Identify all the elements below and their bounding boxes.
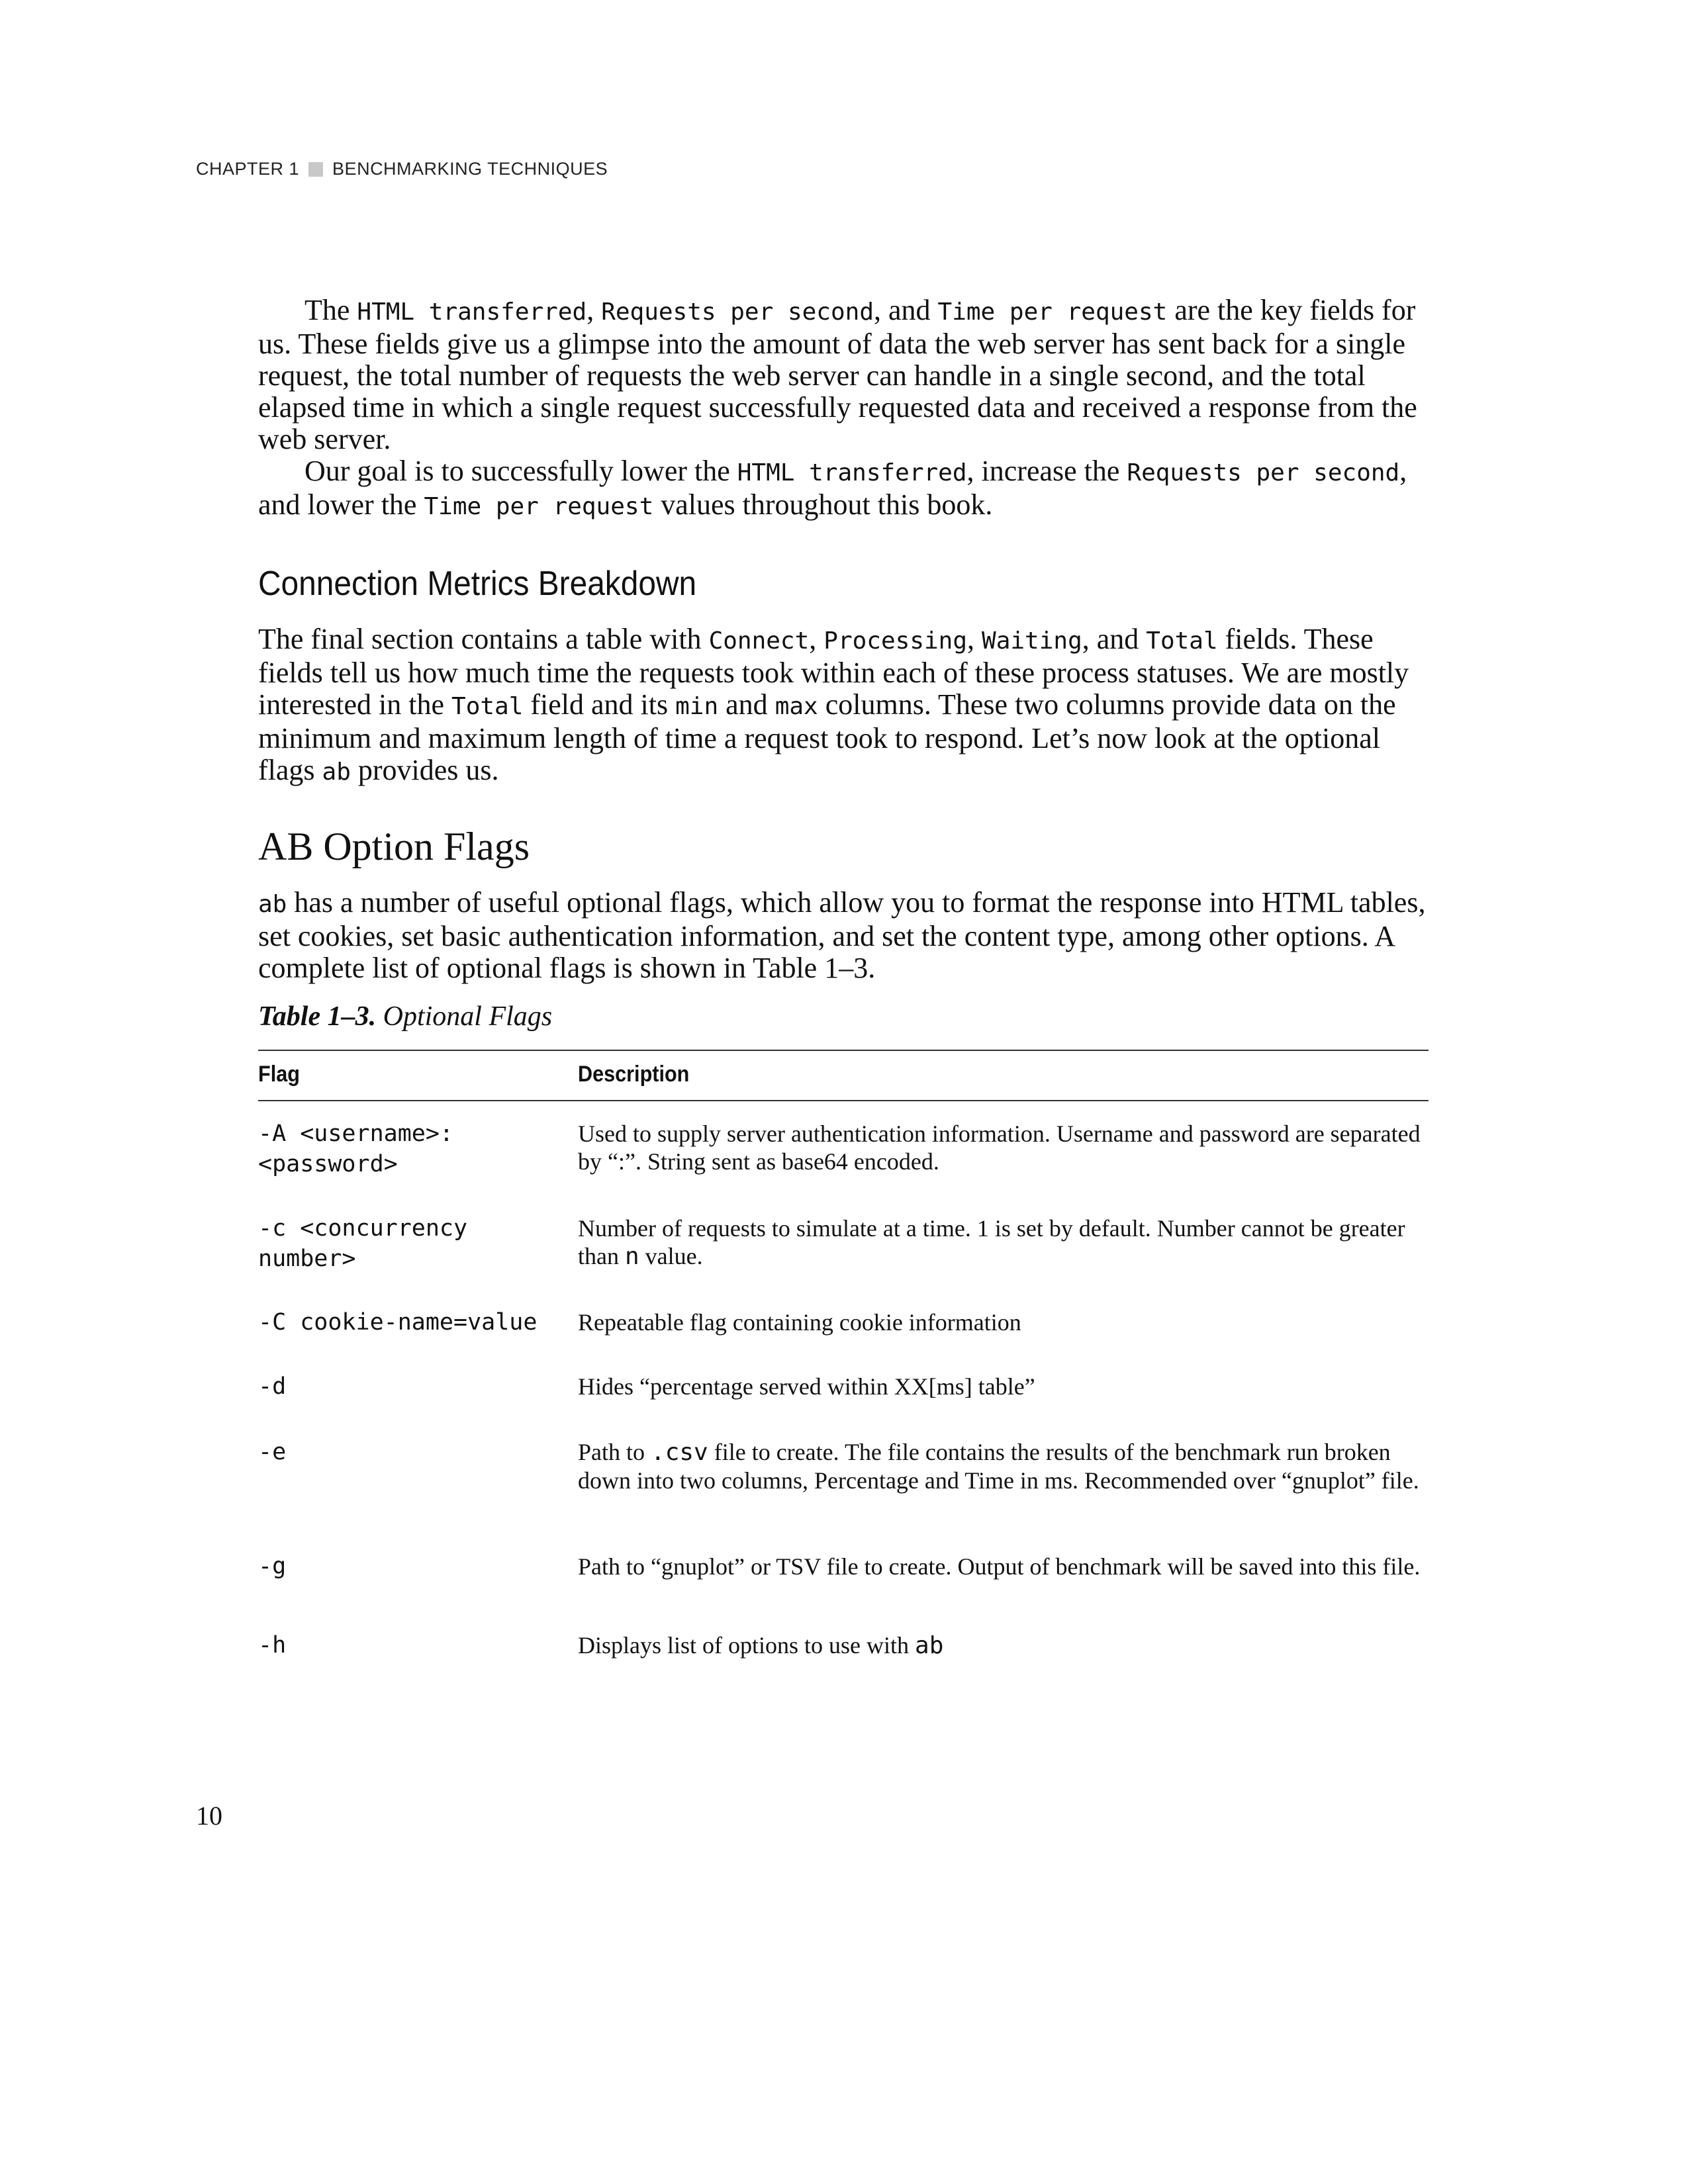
- page-number: 10: [196, 1801, 222, 1831]
- table-row-flag: -e: [258, 1439, 287, 1465]
- table-row-description: Path to “gnuplot” or TSV file to create. Output of benchmark will be saved into this file.: [578, 1553, 1421, 1580]
- table-row-description: Hides “percentage served within XX[ms] table”: [578, 1373, 1035, 1400]
- table-row-flag: -c <concurrency number>: [258, 1215, 468, 1272]
- table-row-flag: -g: [258, 1553, 287, 1580]
- table-row-flag: -C cookie-name=value: [258, 1309, 538, 1336]
- table-row-description: Path to .csv file to create. The file contains the results of the benchmark run broken down into two columns, Percentage and Time in ms. Recommended over “gnuplot” file.: [578, 1439, 1419, 1494]
- paragraph-goal: Our goal is to successfully lower the HTML transferred, increase the Requests per second, and lower the Time per request values throughout this book.: [258, 455, 1407, 521]
- intro-paragraphs: [258, 295, 1429, 523]
- section-heading-ab-option-flags: AB Option Flags: [258, 825, 530, 868]
- table-header-flag: Flag: [258, 1062, 300, 1087]
- table-caption: Table 1–3. Optional Flags: [258, 1001, 553, 1032]
- section-heading-connection-metrics: Connection Metrics Breakdown: [258, 565, 697, 603]
- paragraph-key-fields: The HTML transferred, Requests per second, and Time per request are the key fields for us. These fields give us a glimpse into the amount of data the web server has sent back for a single request, the total number of requests the web server can handle in a single second, and the total elapsed time in which a single request successfully requested data and received a response from the web server.: [258, 294, 1417, 455]
- table-row-description: Repeatable flag containing cookie information: [578, 1309, 1021, 1336]
- running-head-title: BENCHMARKING TECHNIQUES: [332, 159, 608, 179]
- table-row-flag: -d: [258, 1373, 287, 1400]
- table-row-description: Number of requests to simulate at a time. 1 is set by default. Number cannot be greater than n value.: [578, 1215, 1405, 1270]
- table-row-flag: -A <username>:<password>: [258, 1120, 454, 1177]
- running-head-chapter: CHAPTER 1: [196, 159, 300, 179]
- table-row-flag: -h: [258, 1632, 287, 1659]
- table-row-description: Displays list of options to use with ab: [578, 1632, 944, 1659]
- square-bullet-icon: [308, 162, 323, 177]
- table-row-description: Used to supply server authentication information. Username and password are separated by “:”. String sent as base64 encoded.: [578, 1120, 1421, 1175]
- paragraph-ab-flags: ab has a number of useful optional flags, which allow you to format the response into HTML tables, set cookies, set basic authentication information, and set the content type, among other options. A complete list of optional flags is shown in Table 1–3.: [258, 886, 1426, 984]
- running-head: [196, 159, 608, 179]
- table-header-rule: [258, 1100, 1429, 1101]
- table-header-description: Description: [578, 1062, 690, 1087]
- paragraph-connection-metrics: The final section contains a table with Connect, Processing, Waiting, and Total fields. These fields tell us how much time the requests took within each of these process statuses. We are mostly interested in the Total field and its min and max columns. These two columns provide data on the minimum and maximum length of time a request took to respond. Let’s now look at the optional flags ab provides us.: [258, 623, 1409, 786]
- table-top-rule: [258, 1050, 1429, 1051]
